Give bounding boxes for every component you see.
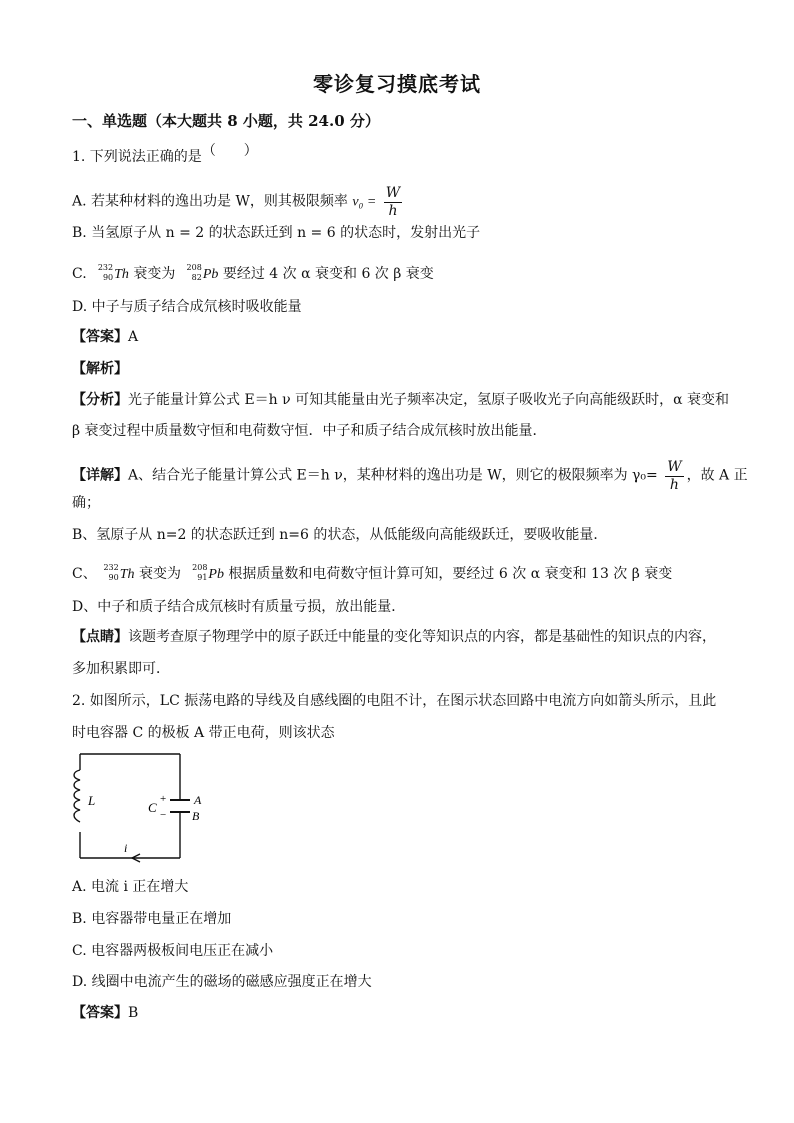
q1-dianjing-line-1 <box>72 628 716 646</box>
q1-xiangjie-a-cont: 确； <box>72 495 100 511</box>
q1-th-symbol: Th <box>114 267 129 282</box>
q1-pb-mass-number: 208 <box>186 263 202 272</box>
xiangjie-c-mid: 衰变为 <box>134 566 186 582</box>
q1-option-a-text: A. 若某种材料的逸出功是 W，则其极限频率 <box>72 193 348 210</box>
xiangjie-a-text: A、结合光子能量计算公式 E＝h ν，某种材料的逸出功是 W，则它的极限频率为 γ₀= <box>128 467 658 484</box>
q1-option-c-rest: 要经过 4 次 α 衰变和 6 次 β 衰变 <box>218 266 434 282</box>
q1-pb-nuclide-indices <box>180 262 202 284</box>
q1-th-atomic-number: 90 <box>102 273 114 282</box>
q1-option-a-fraction <box>384 184 402 219</box>
q2-answer-tag: 【答案】 <box>72 1005 128 1021</box>
q1-option-a-lhs: ν₀ = <box>352 194 377 210</box>
plate-b-label: B <box>192 809 200 823</box>
xiangjie-a-numerator: W <box>667 459 682 475</box>
fenxi-text-1: 光子能量计算公式 E＝h ν 可知其能量由光子频率决定，氢原子吸收光子向高能级跃时，α 衰变和 <box>128 392 729 408</box>
fenxi-tag: 【分析】 <box>72 392 128 408</box>
q2-option-c: C. 电容器两极板间电压正在减小 <box>72 943 274 959</box>
xiangjie-tag: 【详解】 <box>72 467 128 484</box>
xj-pb-mass-number: 208 <box>192 563 208 572</box>
q1-stem <box>72 143 258 166</box>
section-heading: 一、单选题（本大题共 8 小题，共 24.0 分） <box>72 112 380 130</box>
q2-option-a: A. 电流 i 正在增大 <box>72 879 189 895</box>
q1-xiangjie-c <box>72 562 672 584</box>
xiangjie-a-fraction <box>665 458 683 493</box>
q1-xiangjie-b: B、氢原子从 n=2 的状态跃迁到 n=6 的状态，从低能级向高能级跃迁，要吸收能量． <box>72 527 608 543</box>
xiangjie-c-label: C、 <box>72 566 97 582</box>
q1-option-d: D. 中子与质子结合成氘核时吸收能量 <box>72 299 302 315</box>
q1-stem-text: 1. 下列说法正确的是 <box>72 149 202 165</box>
q1-blank: （ ） <box>201 143 258 159</box>
inductor-label: L <box>88 793 96 808</box>
q1-option-a <box>72 184 405 219</box>
dianjing-text-1: 该题考查原子物理学中的原子跃迁中能量的变化等知识点的内容，都是基础性的知识点的内容， <box>128 629 716 645</box>
q2-stem-line-2: 时电容器 C 的极板 A 带正电荷，则该状态 <box>72 725 335 741</box>
q1-dianjing-line-2: 多加积累即可． <box>72 661 170 677</box>
xiangjie-c-rest: 根据质量数和电荷数守恒计算可知，要经过 6 次 α 衰变和 13 次 β 衰变 <box>223 566 673 582</box>
q1-xiangjie-a <box>72 458 748 493</box>
capacitor-label: C <box>148 800 157 815</box>
minus-sign: − <box>160 809 167 821</box>
xj-pb-symbol: Pb <box>208 567 224 582</box>
q1-th-mass-number: 232 <box>97 263 114 272</box>
q1-option-c-mid: 衰变为 <box>128 266 180 282</box>
q2-answer <box>72 1004 138 1022</box>
q2-option-d: D. 线圈中电流产生的磁场的磁感应强度正在增大 <box>72 974 372 990</box>
q2-stem-line-1: 2. 如图所示，LC 振荡电路的导线及自感线圈的电阻不计，在图示状态回路中电流方向如箭头所示，且此 <box>72 693 717 709</box>
current-label: i <box>124 841 128 855</box>
lc-circuit-diagram <box>68 748 218 866</box>
q2-option-b: B. 电容器带电量正在增加 <box>72 911 232 927</box>
xj-pb-atomic-number: 91 <box>197 573 208 582</box>
q1-option-a-denominator: h <box>388 203 398 219</box>
q1-answer <box>72 328 138 346</box>
q1-pb-atomic-number: 82 <box>191 273 202 282</box>
xj-th-symbol: Th <box>119 567 135 582</box>
q1-option-b: B. 当氢原子从 n = 2 的状态跃迁到 n = 6 的状态时，发射出光子 <box>72 225 481 241</box>
xj-th-atomic-number: 90 <box>108 573 119 582</box>
plus-sign: + <box>160 793 167 805</box>
inductor-coil <box>74 770 80 822</box>
analysis-tag: 【解析】 <box>72 361 128 377</box>
xiangjie-a-denominator: h <box>669 477 679 493</box>
q1-fenxi-line-1 <box>72 391 729 409</box>
q1-pb-symbol: Pb <box>202 267 219 282</box>
dianjing-tag: 【点睛】 <box>72 629 128 645</box>
q1-option-a-numerator: W <box>385 185 401 201</box>
xj-pb-nuclide-indices <box>185 562 207 584</box>
q1-option-c <box>72 262 434 284</box>
q1-th-nuclide-indices <box>91 262 113 284</box>
xj-th-mass-number: 232 <box>103 563 119 572</box>
plate-a-label: A <box>194 793 202 807</box>
q1-option-c-label: C. <box>72 266 87 282</box>
answer-value: A <box>128 329 139 345</box>
xiangjie-a-tail: ，故 A 正 <box>686 467 748 484</box>
q1-xiangjie-d: D、中子和质子结合成氘核时有质量亏损，放出能量． <box>72 599 406 615</box>
q1-fenxi-line-2: β 衰变过程中质量数守恒和电荷数守恒．中子和质子结合成氘核时放出能量． <box>72 423 547 439</box>
q2-answer-value: B <box>128 1005 139 1021</box>
q1-analysis-tag <box>72 360 128 378</box>
page-title: 零诊复习摸底考试 <box>313 72 481 96</box>
answer-tag: 【答案】 <box>72 329 128 345</box>
xj-th-nuclide-indices <box>97 562 119 584</box>
